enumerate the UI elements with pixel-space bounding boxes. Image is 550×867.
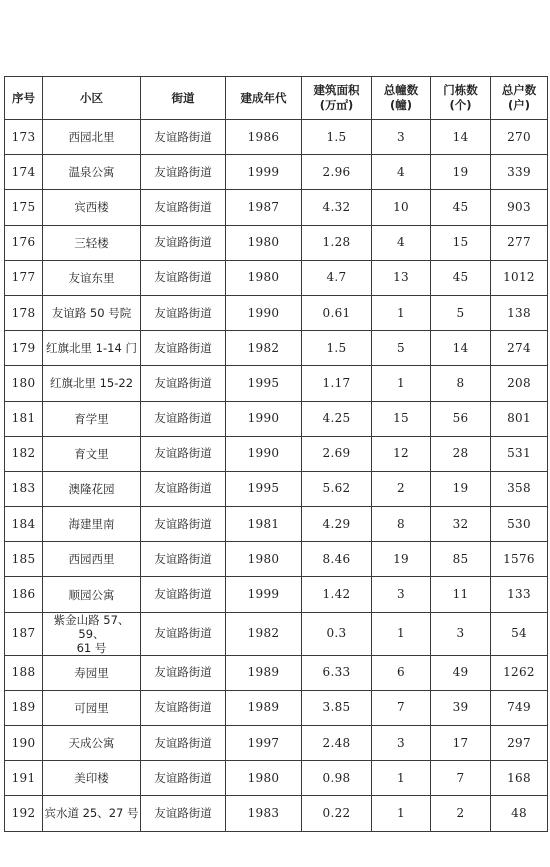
cell-buildings: 7	[372, 690, 431, 725]
cell-street: 友谊路街道	[141, 331, 226, 366]
cell-street: 友谊路街道	[141, 436, 226, 471]
cell-year: 1982	[226, 612, 302, 655]
cell-doors: 8	[431, 366, 491, 401]
cell-doors: 85	[431, 542, 491, 577]
cell-community: 寿园里	[43, 655, 141, 690]
cell-doors: 45	[431, 260, 491, 295]
cell-households: 208	[491, 366, 548, 401]
cell-area: 1.17	[302, 366, 372, 401]
cell-buildings: 10	[372, 190, 431, 225]
cell-year: 1990	[226, 401, 302, 436]
cell-year: 1981	[226, 507, 302, 542]
cell-area: 4.32	[302, 190, 372, 225]
cell-community: 友谊路 50 号院	[43, 295, 141, 330]
cell-seq: 185	[5, 542, 43, 577]
cell-community: 友谊东里	[43, 260, 141, 295]
cell-street: 友谊路街道	[141, 577, 226, 612]
cell-area: 4.7	[302, 260, 372, 295]
cell-street: 友谊路街道	[141, 366, 226, 401]
cell-community: 红旗北里 15-22	[43, 366, 141, 401]
cell-doors: 2	[431, 796, 491, 831]
cell-community: 三轻楼	[43, 225, 141, 260]
community-table	[4, 76, 548, 832]
cell-community: 天成公寓	[43, 726, 141, 761]
cell-households: 530	[491, 507, 548, 542]
cell-seq: 180	[5, 366, 43, 401]
table-row	[5, 726, 548, 761]
cell-year: 1989	[226, 655, 302, 690]
header-area-label: 建筑面积	[313, 83, 360, 97]
cell-households: 277	[491, 225, 548, 260]
cell-street: 友谊路街道	[141, 761, 226, 796]
cell-seq: 183	[5, 471, 43, 506]
cell-area: 4.25	[302, 401, 372, 436]
cell-buildings: 3	[372, 120, 431, 155]
table-row	[5, 120, 548, 155]
table-row	[5, 471, 548, 506]
cell-seq: 187	[5, 612, 43, 655]
cell-street: 友谊路街道	[141, 796, 226, 831]
cell-area: 2.96	[302, 155, 372, 190]
cell-households: 801	[491, 401, 548, 436]
cell-doors: 56	[431, 401, 491, 436]
cell-area: 6.33	[302, 655, 372, 690]
cell-community: 西园北里	[43, 120, 141, 155]
cell-seq: 174	[5, 155, 43, 190]
cell-area: 1.5	[302, 331, 372, 366]
cell-street: 友谊路街道	[141, 542, 226, 577]
cell-community: 宾水道 25、27 号	[43, 796, 141, 831]
cell-buildings: 12	[372, 436, 431, 471]
cell-street: 友谊路街道	[141, 471, 226, 506]
cell-seq: 191	[5, 761, 43, 796]
cell-seq: 184	[5, 507, 43, 542]
cell-households: 749	[491, 690, 548, 725]
cell-area: 0.3	[302, 612, 372, 655]
cell-doors: 3	[431, 612, 491, 655]
cell-community: 红旗北里 1-14 门	[43, 331, 141, 366]
cell-street: 友谊路街道	[141, 690, 226, 725]
cell-year: 1990	[226, 295, 302, 330]
cell-buildings: 19	[372, 542, 431, 577]
cell-households: 54	[491, 612, 548, 655]
cell-year: 1980	[226, 260, 302, 295]
header-area	[302, 77, 372, 120]
cell-street: 友谊路街道	[141, 155, 226, 190]
cell-households: 339	[491, 155, 548, 190]
cell-community: 美印楼	[43, 761, 141, 796]
cell-community-line1: 紫金山路 57、59、	[53, 612, 130, 641]
cell-area: 3.85	[302, 690, 372, 725]
cell-street: 友谊路街道	[141, 190, 226, 225]
cell-street: 友谊路街道	[141, 260, 226, 295]
cell-street: 友谊路街道	[141, 612, 226, 655]
cell-buildings: 1	[372, 612, 431, 655]
cell-doors: 28	[431, 436, 491, 471]
cell-street: 友谊路街道	[141, 655, 226, 690]
cell-year: 1982	[226, 331, 302, 366]
cell-households: 270	[491, 120, 548, 155]
table-row	[5, 436, 548, 471]
cell-buildings: 1	[372, 796, 431, 831]
header-area-unit: (万㎡)	[319, 98, 354, 112]
cell-seq: 173	[5, 120, 43, 155]
cell-buildings: 1	[372, 761, 431, 796]
cell-community: 温泉公寓	[43, 155, 141, 190]
cell-seq: 179	[5, 331, 43, 366]
cell-seq: 178	[5, 295, 43, 330]
cell-area: 0.98	[302, 761, 372, 796]
cell-year: 1980	[226, 761, 302, 796]
cell-doors: 17	[431, 726, 491, 761]
cell-households: 1262	[491, 655, 548, 690]
cell-street: 友谊路街道	[141, 401, 226, 436]
cell-year: 1995	[226, 471, 302, 506]
cell-year: 1995	[226, 366, 302, 401]
cell-buildings: 3	[372, 726, 431, 761]
header-households-label: 总户数	[501, 83, 537, 97]
table-row	[5, 655, 548, 690]
cell-seq: 189	[5, 690, 43, 725]
cell-seq: 186	[5, 577, 43, 612]
cell-community-line2: 61 号	[76, 640, 107, 655]
header-doors-unit: (个)	[449, 98, 472, 112]
cell-community: 澳隆花园	[43, 471, 141, 506]
table-row	[5, 612, 548, 655]
cell-area: 2.48	[302, 726, 372, 761]
cell-community: 育文里	[43, 436, 141, 471]
cell-seq: 176	[5, 225, 43, 260]
cell-buildings: 5	[372, 331, 431, 366]
cell-street: 友谊路街道	[141, 507, 226, 542]
cell-area: 1.42	[302, 577, 372, 612]
cell-households: 297	[491, 726, 548, 761]
cell-households: 138	[491, 295, 548, 330]
cell-households: 1576	[491, 542, 548, 577]
header-buildings-unit: (幢)	[389, 98, 412, 112]
cell-community: 顺园公寓	[43, 577, 141, 612]
cell-buildings: 6	[372, 655, 431, 690]
cell-households: 48	[491, 796, 548, 831]
cell-year: 1986	[226, 120, 302, 155]
cell-doors: 7	[431, 761, 491, 796]
cell-buildings: 1	[372, 295, 431, 330]
cell-year: 1990	[226, 436, 302, 471]
table-row	[5, 577, 548, 612]
cell-area: 4.29	[302, 507, 372, 542]
header-doors-label: 门栋数	[443, 83, 478, 97]
cell-community: 育学里	[43, 401, 141, 436]
header-doors	[431, 77, 491, 120]
table-row	[5, 796, 548, 831]
cell-year: 1987	[226, 190, 302, 225]
table-row	[5, 155, 548, 190]
cell-seq: 190	[5, 726, 43, 761]
cell-households: 168	[491, 761, 548, 796]
table-row	[5, 366, 548, 401]
header-seq: 序号	[5, 77, 43, 120]
cell-buildings: 8	[372, 507, 431, 542]
cell-area: 8.46	[302, 542, 372, 577]
cell-doors: 15	[431, 225, 491, 260]
cell-households: 133	[491, 577, 548, 612]
cell-households: 903	[491, 190, 548, 225]
cell-doors: 32	[431, 507, 491, 542]
cell-community: 海建里南	[43, 507, 141, 542]
cell-year: 1997	[226, 726, 302, 761]
table-row	[5, 331, 548, 366]
cell-doors: 39	[431, 690, 491, 725]
table-row	[5, 401, 548, 436]
cell-households: 358	[491, 471, 548, 506]
cell-households: 531	[491, 436, 548, 471]
cell-doors: 14	[431, 120, 491, 155]
cell-year: 1999	[226, 577, 302, 612]
table-row	[5, 761, 548, 796]
cell-seq: 181	[5, 401, 43, 436]
cell-community	[43, 612, 141, 655]
cell-community: 西园西里	[43, 542, 141, 577]
cell-street: 友谊路街道	[141, 225, 226, 260]
cell-community: 宾西楼	[43, 190, 141, 225]
table-row	[5, 542, 548, 577]
cell-buildings: 2	[372, 471, 431, 506]
cell-year: 1980	[226, 542, 302, 577]
cell-buildings: 4	[372, 155, 431, 190]
header-street: 街道	[141, 77, 226, 120]
cell-community: 可园里	[43, 690, 141, 725]
cell-street: 友谊路街道	[141, 726, 226, 761]
cell-seq: 188	[5, 655, 43, 690]
table-body	[5, 120, 548, 832]
cell-buildings: 4	[372, 225, 431, 260]
table-row	[5, 690, 548, 725]
cell-buildings: 1	[372, 366, 431, 401]
cell-buildings: 3	[372, 577, 431, 612]
header-buildings	[372, 77, 431, 120]
cell-year: 1989	[226, 690, 302, 725]
cell-area: 1.5	[302, 120, 372, 155]
cell-doors: 11	[431, 577, 491, 612]
header-households	[491, 77, 548, 120]
cell-buildings: 15	[372, 401, 431, 436]
cell-area: 2.69	[302, 436, 372, 471]
cell-area: 5.62	[302, 471, 372, 506]
cell-year: 1983	[226, 796, 302, 831]
cell-year: 1980	[226, 225, 302, 260]
header-households-unit: (户)	[507, 98, 530, 112]
cell-doors: 19	[431, 155, 491, 190]
cell-doors: 5	[431, 295, 491, 330]
cell-doors: 19	[431, 471, 491, 506]
table-row	[5, 295, 548, 330]
cell-seq: 175	[5, 190, 43, 225]
cell-year: 1999	[226, 155, 302, 190]
header-buildings-label: 总幢数	[383, 83, 419, 97]
cell-area: 1.28	[302, 225, 372, 260]
cell-area: 0.61	[302, 295, 372, 330]
cell-households: 274	[491, 331, 548, 366]
cell-households: 1012	[491, 260, 548, 295]
cell-seq: 182	[5, 436, 43, 471]
header-year: 建成年代	[226, 77, 302, 120]
cell-buildings: 13	[372, 260, 431, 295]
cell-doors: 14	[431, 331, 491, 366]
cell-street: 友谊路街道	[141, 120, 226, 155]
cell-seq: 192	[5, 796, 43, 831]
cell-seq: 177	[5, 260, 43, 295]
table-row	[5, 260, 548, 295]
table-row	[5, 507, 548, 542]
cell-street: 友谊路街道	[141, 295, 226, 330]
header-row	[5, 77, 548, 120]
cell-area: 0.22	[302, 796, 372, 831]
cell-doors: 45	[431, 190, 491, 225]
table-row	[5, 225, 548, 260]
cell-doors: 49	[431, 655, 491, 690]
header-community: 小区	[43, 77, 141, 120]
table-row	[5, 190, 548, 225]
